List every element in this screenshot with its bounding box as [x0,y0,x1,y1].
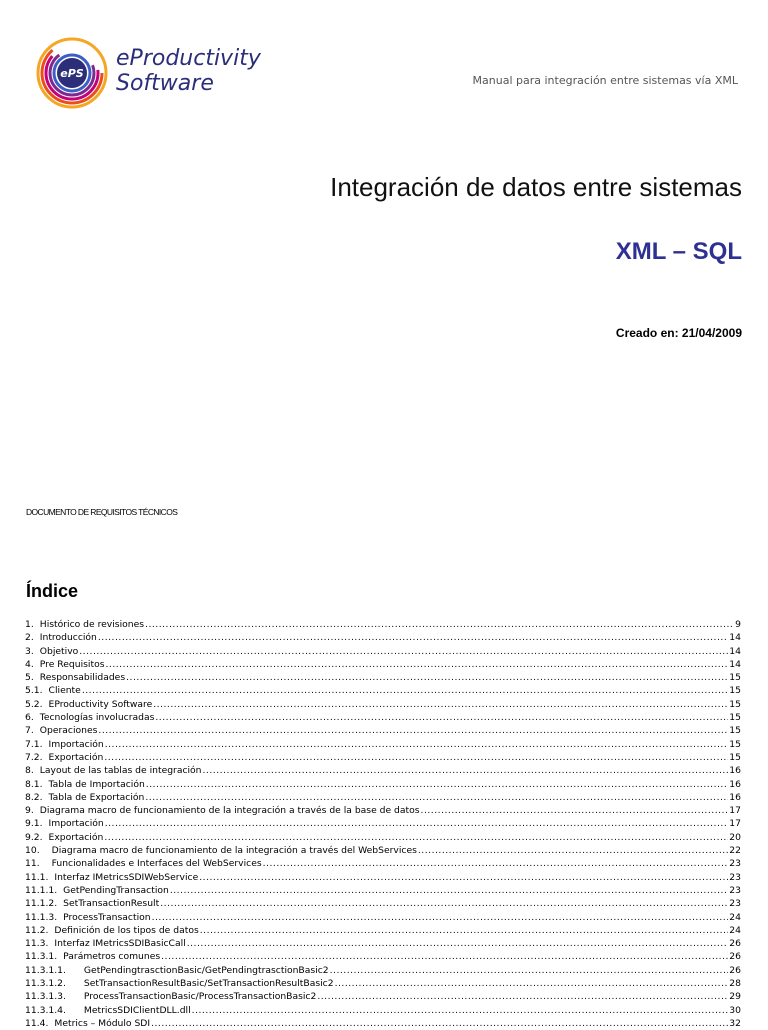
toc-entry-page: 15 [729,738,741,750]
toc-leader-dots [146,778,729,791]
toc-leader-dots [155,711,728,724]
toc-entry-number: 11.4. [25,1017,49,1029]
toc-entry-number: 5. [25,672,34,684]
document-title: Integración de datos entre sistemas [330,172,742,202]
toc-entry-number: 5.1. [25,685,43,697]
toc-entry-label: Responsabilidades [39,672,126,684]
toc-leader-dots [105,817,729,830]
toc-leader-dots [199,871,728,884]
toc-entry-label: Importación [48,738,104,750]
toc-entry-label: EProductivity Software [48,698,153,710]
toc-entry[interactable] [25,671,741,684]
document-subtitle: XML – SQL [615,238,742,265]
toc-entry[interactable] [25,924,741,937]
toc-leader-dots [104,751,728,764]
toc-entry-page: 26 [729,938,741,950]
toc-leader-dots [418,844,728,857]
toc-entry-page: 15 [729,685,741,697]
toc-entry[interactable] [25,1004,741,1017]
toc-entry-page: 29 [729,991,741,1003]
toc-entry-label: ProcessTransaction [63,911,151,923]
toc-entry-label: Tabla de Exportación [48,791,145,803]
toc-entry-label: Interfaz IMetricsSDIBasicCall [54,938,186,950]
toc-leader-dots [152,911,729,924]
toc-entry-number: 8.2. [25,791,43,803]
toc-entry-number: 11.3.1.3. [25,991,66,1003]
toc-entry-number: 7.1. [25,738,43,750]
toc-entry-page: 28 [729,978,741,990]
toc-leader-dots [330,964,729,977]
toc-entry-number: 11.3. [25,938,49,950]
toc-entry-label: Parámetros comunes [63,951,161,963]
toc-leader-dots [105,738,729,751]
created-date: Creado en: 21/04/2009 [615,326,742,340]
toc-leader-dots [161,950,728,963]
toc-entry-number: 9.2. [25,831,43,843]
toc-leader-dots [421,804,729,817]
toc-entry-label: Metrics – Módulo SDI [54,1017,151,1029]
toc-entry-label: Definición de los tipos de datos [54,924,199,936]
company-logo [32,34,280,112]
toc-entry-page: 24 [729,924,741,936]
logo-wordmark [116,46,261,96]
toc-entry[interactable] [25,764,741,777]
toc-entry-page: 16 [729,791,741,803]
toc-entry-page: 15 [729,712,741,724]
toc-entry-number: 4. [25,658,34,670]
toc-entry-page: 24 [729,911,741,923]
toc-entry-label: Histórico de revisiones [39,619,145,630]
toc-leader-dots [187,937,729,950]
toc-entry-page: 30 [729,1004,741,1016]
toc-entry-page: 17 [729,818,741,830]
toc-leader-dots [317,990,728,1003]
toc-entry[interactable] [25,751,741,764]
toc-entry-label: SetTransactionResultBasic/SetTransactionResultBasic2 [83,978,334,990]
toc-entry-label: Tecnologías involucradas [39,712,155,724]
toc-entry-label: Exportación [48,751,104,763]
toc-entry-number: 11.3.1.4. [25,1004,66,1016]
toc-entry-label: SetTransactionResult [63,898,160,910]
toc-leader-dots [145,791,728,804]
toc-entry-number: 10. [25,845,40,857]
toc-entry-page: 15 [729,698,741,710]
toc-entry-label: Layout de las tablas de integración [39,765,202,777]
toc-entry[interactable] [25,1017,741,1030]
toc-entry[interactable] [25,950,741,963]
toc-entry-label: Interfaz IMetricsSDIWebService [54,871,199,883]
toc-entry[interactable] [25,645,741,658]
toc-entry-number: 11.3.1.2. [25,978,66,990]
toc-entry-page: 14 [729,632,741,644]
toc-entry-number: 5.2. [25,698,43,710]
toc-entry[interactable] [25,724,741,737]
toc-entry-page: 26 [729,964,741,976]
toc-entry[interactable] [25,964,741,977]
toc-entry-page: 20 [729,831,741,843]
toc-entry[interactable] [25,684,741,697]
toc-entry-number: 11. [25,858,40,870]
toc-entry-number: 8.1. [25,778,43,790]
toc-entry-page: 16 [729,778,741,790]
toc-entry[interactable] [25,990,741,1003]
toc-entry-page: 23 [729,871,741,883]
toc-entry-label: Operaciones [39,725,98,737]
toc-entry-number: 11.3.1.1. [25,964,66,976]
toc-leader-dots [104,831,728,844]
toc-entry[interactable] [25,911,741,924]
toc-entry-number: 8. [25,765,34,777]
toc-leader-dots [151,1017,728,1030]
toc-entry[interactable] [25,698,741,711]
toc-entry-number: 1. [25,619,34,630]
toc-entry[interactable] [25,884,741,897]
toc-entry-page: 23 [729,884,741,896]
toc-entry[interactable] [25,778,741,791]
toc-entry-label: Pre Requisitos [39,658,105,670]
toc-entry-label: Introducción [39,632,97,644]
toc-entry[interactable] [25,711,741,724]
toc-entry[interactable] [25,871,741,884]
toc-entry-page: 32 [729,1017,741,1029]
toc-leader-dots [153,698,728,711]
toc-entry-page: 14 [729,645,741,657]
toc-entry[interactable] [25,791,741,804]
toc-entry-label: Tabla de Importación [48,778,145,790]
toc-entry[interactable] [25,618,741,631]
toc-entry-page: 17 [729,805,741,817]
toc-entry-label: Diagrama macro de funcionamiento de la integración a través de la base de datos [39,805,420,817]
toc-leader-dots [82,684,728,697]
logo-badge-text: ePS [60,67,84,80]
toc-entry-label: Cliente [48,685,81,697]
toc-entry-number: 11.1.1. [25,884,58,896]
toc-entry[interactable] [25,937,741,950]
toc-entry-number: 9. [25,805,34,817]
header-subtitle: Manual para integración entre sistemas vía XML [472,74,738,87]
logo-ring-icon [32,34,112,112]
toc-entry-number: 9.1. [25,818,43,830]
toc-entry[interactable] [25,897,741,910]
toc-entry[interactable] [25,658,741,671]
toc-leader-dots [98,631,728,644]
toc-entry-label: Exportación [48,831,104,843]
toc-entry-label: Funcionalidades e Interfaces del WebServices [51,858,262,870]
toc-entry-number: 2. [25,632,34,644]
toc-leader-dots [263,857,729,870]
toc-entry-number: 11.2. [25,924,49,936]
toc-entry-label: ProcessTransactionBasic/ProcessTransactionBasic2 [83,991,317,1003]
toc-entry-number: 6. [25,712,34,724]
toc-entry-number: 11.1.2. [25,898,58,910]
toc-entry-page: 15 [729,725,741,737]
toc-entry-page: 22 [729,845,741,857]
toc-entry-label: GetPendingTransaction [63,884,169,896]
toc-entry[interactable] [25,804,741,817]
toc-entry-label: MetricsSDIClientDLL.dll [83,1004,191,1016]
toc-entry-page: 26 [729,951,741,963]
toc-entry-number: 11.1. [25,871,49,883]
toc-entry-number: 7. [25,725,34,737]
toc-leader-dots [145,618,734,631]
toc-entry[interactable] [25,817,741,830]
toc-leader-dots [126,671,728,684]
toc-entry-number: 3. [25,645,34,657]
table-of-contents [25,618,741,1030]
toc-leader-dots [98,724,728,737]
index-heading: Índice [26,581,79,601]
toc-entry[interactable] [25,857,741,870]
toc-entry-page: 15 [729,672,741,684]
toc-entry-number: 11.1.3. [25,911,58,923]
document-type: DOCUMENTO DE REQUISITOS TÉCNICOS [26,507,178,517]
logo-line1: Productivity [129,46,261,71]
toc-leader-dots [192,1004,729,1017]
logo-line2: Software [116,71,214,96]
toc-entry-number: 11.3.1. [25,951,58,963]
toc-entry-page: 9 [735,619,741,630]
toc-leader-dots [203,764,729,777]
toc-entry-number: 7.2. [25,751,43,763]
logo-prefix: e [116,46,130,71]
toc-entry-label: GetPendingtrasctionBasic/GetPendingtrasctionBasic2 [83,964,329,976]
toc-entry-page: 23 [729,858,741,870]
toc-entry-label: Importación [48,818,104,830]
toc-entry-page: 16 [729,765,741,777]
toc-entry-page: 14 [729,658,741,670]
toc-entry[interactable] [25,844,741,857]
toc-entry-label: Diagrama macro de funcionamiento de la integración a través del WebServices [51,845,417,857]
toc-leader-dots [200,924,729,937]
toc-entry[interactable] [25,631,741,644]
toc-entry-page: 15 [729,751,741,763]
toc-entry-page: 23 [729,898,741,910]
toc-entry[interactable] [25,738,741,751]
toc-leader-dots [79,645,728,658]
toc-leader-dots [170,884,728,897]
toc-leader-dots [335,977,729,990]
toc-leader-dots [106,658,729,671]
toc-leader-dots [160,897,728,910]
toc-entry[interactable] [25,831,741,844]
toc-entry-label: Objetivo [39,645,79,657]
toc-entry[interactable] [25,977,741,990]
